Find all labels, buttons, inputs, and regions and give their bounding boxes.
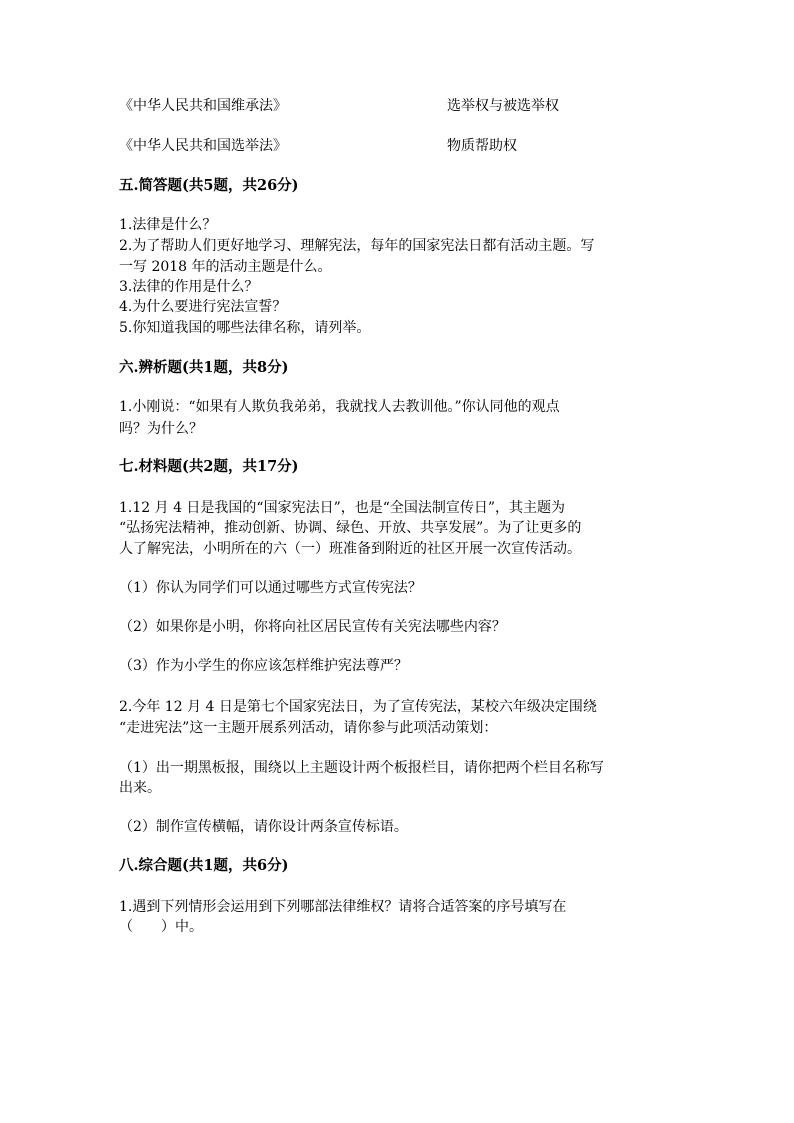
- question-line: （ ）中。: [119, 919, 203, 935]
- question-line: 1.法律是什么？: [119, 217, 217, 233]
- question-line: 4.为什么要进行宪法宣誓？: [119, 299, 287, 315]
- matching-left-item: 《中华人民共和国选举法》: [119, 138, 287, 154]
- sub-question-line: （2）制作宣传横幅，请你设计两条宣传标语。: [119, 819, 408, 835]
- section-heading-material: 七.材料题(共2题，共17分): [119, 458, 299, 475]
- section-heading-analysis: 六.辨析题(共1题，共8分): [119, 359, 289, 376]
- sub-question-line: （3）作为小学生的你应该怎样维护宪法尊严？: [119, 658, 408, 674]
- question-line: 5.你知道我国的哪些法律名称，请列举。: [119, 320, 371, 336]
- matching-row: [119, 136, 679, 156]
- sub-question-line: （1）出一期黑板报，围绕以上主题设计两个板报栏目，请你把两个栏目名称写: [119, 760, 604, 776]
- matching-row: [119, 96, 679, 116]
- question-line: 一写 2018 年的活动主题是什么。: [119, 259, 332, 275]
- question-line: 1.遇到下列情形会运用到下列哪部法律维权？请将合适答案的序号填写在: [119, 899, 567, 915]
- matching-left-item: 《中华人民共和国维承法》: [119, 98, 287, 114]
- question-line: 3.法律的作用是什么？: [119, 279, 259, 295]
- question-line: 2.今年 12 月 4 日是第七个国家宪法日，为了宣传宪法，某校六年级决定围绕: [119, 699, 597, 715]
- question-line: 人了解宪法，小明所在的六（一）班准备到附近的社区开展一次宣传活动。: [119, 541, 581, 557]
- matching-right-item: 物质帮助权: [447, 138, 517, 154]
- matching-right-item: 选举权与被选举权: [447, 98, 559, 114]
- sub-question-line: 出来。: [119, 780, 161, 796]
- sub-question-line: （2）如果你是小明，你将向社区居民宣传有关宪法哪些内容？: [119, 619, 506, 635]
- question-line: “走进宪法”这一主题开展系列活动，请你参与此项活动策划：: [119, 720, 498, 736]
- question-line: 1.12 月 4 日是我国的“国家宪法日”，也是“全国法制宣传日”，其主题为: [119, 500, 566, 516]
- sub-question-line: （1）你认为同学们可以通过哪些方式宣传宪法？: [119, 580, 422, 596]
- question-line: 2.为了帮助人们更好地学习、理解宪法，每年的国家宪法日都有活动主题。写: [119, 238, 595, 254]
- question-line: “弘扬宪法精神，推动创新、协调、绿色、开放、共享发展”。为了让更多的: [119, 520, 582, 536]
- section-heading-comprehensive: 八.综合题(共1题，共6分): [119, 857, 289, 874]
- question-line: 1.小刚说：“如果有人欺负我弟弟，我就找人去教训他。”你认同他的观点: [119, 399, 560, 415]
- question-line: 吗？为什么？: [119, 421, 203, 437]
- section-heading-short-answer: 五.简答题(共5题，共26分): [119, 177, 299, 194]
